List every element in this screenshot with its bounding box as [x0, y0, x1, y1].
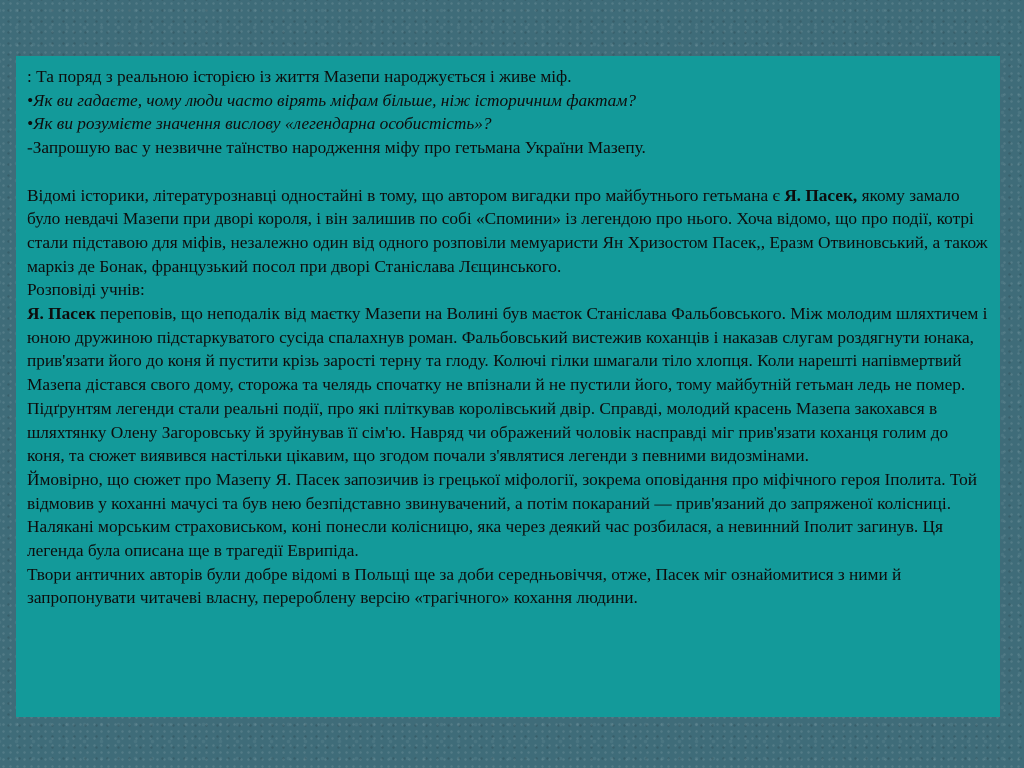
author-name-bold: Я. Пасек, [784, 185, 858, 205]
question-1: •Як ви гадаєте, чому люди часто вірять міфам більше, ніж історичним фактам? [27, 90, 636, 110]
slide-text-body [27, 65, 990, 610]
invitation-line: -Запрошую вас у незвичне таїнство народження міфу про гетьмана України Мазепу. [27, 138, 646, 158]
question-2: •Як ви розумієте значення вислову «легендарна особистість»? [27, 114, 492, 134]
paragraph-historians [27, 184, 990, 279]
paragraph-pasek-story [27, 302, 990, 397]
paragraph-real-events: Підґрунтям легенди стали реальні події, про які пліткував королівський двір. Справді, молодий красень Мазепа закохався в шляхтянку Олену Загоровську й зруйнував її сім'ю. Навряд чи ображений чоловік насправді міг прив'язати коханця голим до коня, та сюжет виявився настільки цікавим, що згодом почали з'являтися легенди з певними видозмінами. [27, 398, 949, 466]
intro-line: : Та поряд з реальною історією із життя Мазепи народжується і живе міф. [27, 67, 572, 86]
pasek-name-bold: Я. Пасек [27, 304, 96, 324]
paragraph-greek-myth: Ймовірно, що сюжет про Мазепу Я. Пасек запозичив із грецької міфології, зокрема оповідання про міфічного героя Іполита. Той відмовив у коханні мачусі та був нею безпідставно звинувачений, а потім покараний — прив'язаний до запряженої колісниці. Налякані морським страховиськом, коні понесли колісницю, яка через деякий час розбилася, а невинний Іполит загинув. Ця легенда була описана ще в трагедії Еврипіда. [27, 469, 978, 561]
slide-text-panel [16, 56, 1000, 717]
students-heading: Розповіді учнів: [27, 280, 145, 300]
paragraph-historians-end: якому замало було невдачі Мазепи при дворі короля, і він залишив по собі «Спомини» із легендою про нього. Хоча відомо, що про події, котрі стали підставою для міфів, незалежно один від одного розповіли мемуаристи Ян Хризостом Пасек,, Еразм Отвиновський, а також маркіз де Бонак, французький посол при дворі Станіслава Лєщинського. [27, 185, 988, 276]
paragraph-historians-start: Відомі історики, літературознавці одностайні в тому, що автором вигадки про майбутнього гетьмана є [27, 185, 785, 205]
paragraph-pasek-story-text: переповів, що неподалік від маєтку Мазепи на Волині був маєток Станіслава Фальбовського. Між молодим шляхтичем і юною дружиною підстаркуватого сусіда спалахнув роман. Фальбовський вистежив коханців і наказав слугам роздягнути юнака, прив'язати його до коня й пустити крізь зарості терну та глоду. Колючі гілки шмагали тіло хлопця. Коли нарешті напівмертвий Мазепа дістався свого дому, сторожа та челядь спочатку не впізнали й не пустили його, тому майбутній гетьман ледь не помер. [27, 304, 988, 395]
paragraph-ancient-authors: Твори античних авторів були добре відомі в Польщі ще за доби середньовіччя, отже, Пасек міг ознайомитися з ними й запропонувати читачеві власну, перероблену версію «трагічного» кохання людини. [27, 564, 902, 608]
blank-line [27, 160, 990, 184]
